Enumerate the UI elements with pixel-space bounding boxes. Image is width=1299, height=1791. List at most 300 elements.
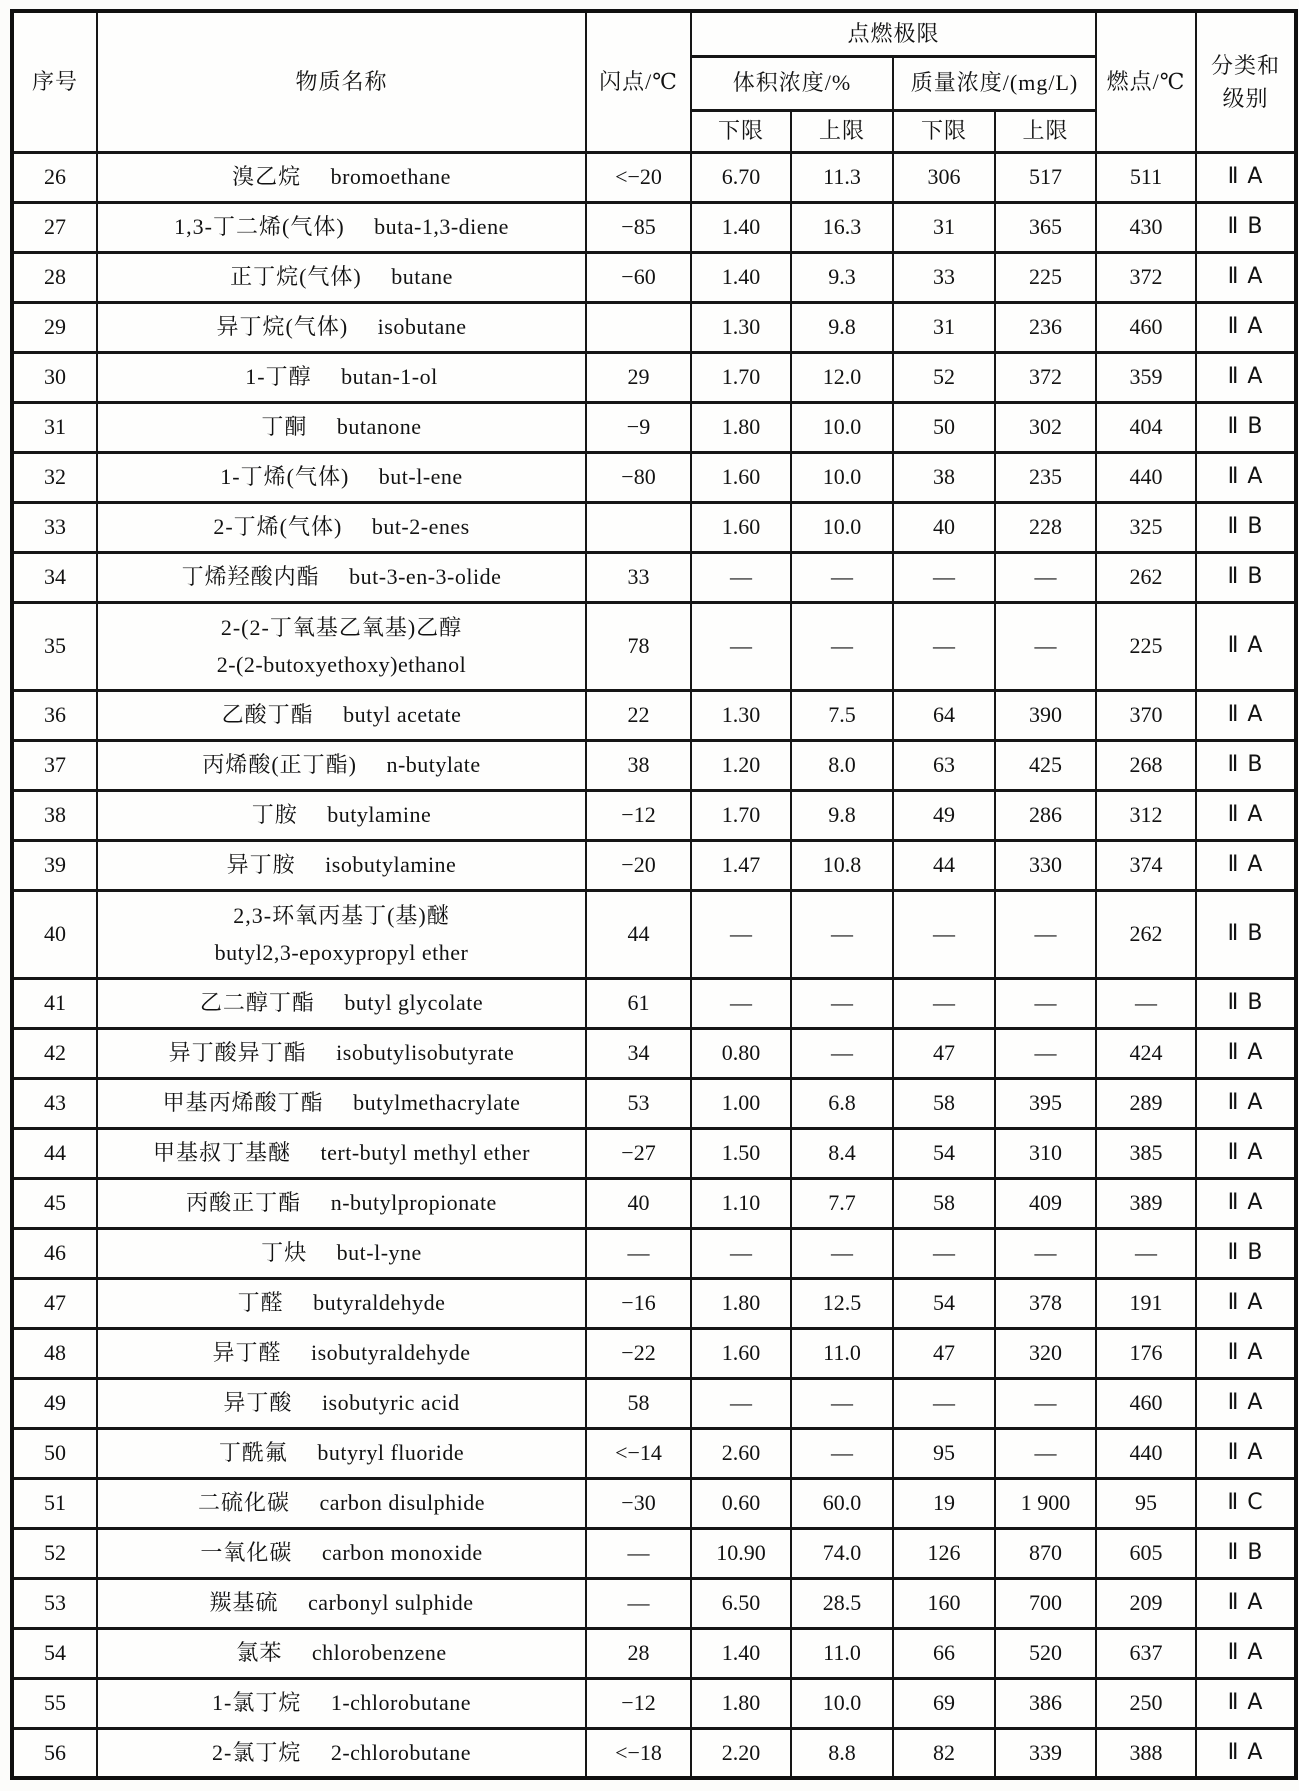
cell-ignition-temp: 637 — [1096, 1628, 1196, 1678]
substance-name-en: butyl glycolate — [344, 990, 484, 1016]
cell-vol-upper: 8.4 — [791, 1128, 893, 1178]
cell-classification: Ⅱ A — [1196, 790, 1296, 840]
substance-name-cn: 异丁酸异丁酯 — [168, 1040, 307, 1066]
cell-ignition-temp: 191 — [1096, 1278, 1196, 1328]
table-row — [12, 890, 1296, 978]
cell-ignition-temp: 312 — [1096, 790, 1196, 840]
cell-mass-upper: 228 — [995, 502, 1096, 552]
cell-flash-point: −27 — [586, 1128, 691, 1178]
cell-vol-lower: 6.70 — [691, 152, 791, 202]
substance-name-en: butyraldehyde — [313, 1290, 446, 1316]
cell-serial: 50 — [12, 1428, 97, 1478]
cell-vol-upper: 11.3 — [791, 152, 893, 202]
cell-mass-upper: 386 — [995, 1678, 1096, 1728]
cell-flash-point: 28 — [586, 1628, 691, 1678]
substance-name-en: but-l-yne — [336, 1240, 422, 1266]
cell-serial: 45 — [12, 1178, 97, 1228]
header-classification-line2: 级别 — [1222, 85, 1269, 111]
cell-vol-lower: 1.20 — [691, 740, 791, 790]
cell-flash-point: — — [586, 1528, 691, 1578]
cell-serial: 48 — [12, 1328, 97, 1378]
cell-substance-name — [97, 978, 586, 1028]
substance-name-en: but-2-enes — [371, 514, 470, 540]
cell-substance-name — [97, 252, 586, 302]
cell-ignition-temp: — — [1096, 1228, 1196, 1278]
cell-classification: Ⅱ A — [1196, 1628, 1296, 1678]
cell-vol-lower: 1.70 — [691, 790, 791, 840]
cell-classification: Ⅱ A — [1196, 1378, 1296, 1428]
cell-flash-point: 38 — [586, 740, 691, 790]
cell-ignition-temp: 388 — [1096, 1728, 1196, 1778]
cell-flash-point: — — [586, 1578, 691, 1628]
cell-serial: 53 — [12, 1578, 97, 1628]
cell-substance-name — [97, 1378, 586, 1428]
cell-classification: Ⅱ B — [1196, 890, 1296, 978]
header-ignition-temp: 燃点/℃ — [1096, 11, 1196, 152]
cell-mass-lower: 160 — [893, 1578, 995, 1628]
cell-mass-upper: 320 — [995, 1328, 1096, 1378]
substance-name-cn: 乙酸丁酯 — [221, 702, 314, 728]
header-mass-upper-limit: 上限 — [995, 110, 1096, 152]
cell-classification: Ⅱ B — [1196, 552, 1296, 602]
cell-mass-upper: — — [995, 1028, 1096, 1078]
cell-mass-lower: 95 — [893, 1428, 995, 1478]
table-row — [12, 152, 1296, 202]
substance-name-cn: 1-丁醇 — [245, 364, 312, 390]
substance-name-cn: 羰基硫 — [209, 1590, 279, 1616]
cell-serial: 26 — [12, 152, 97, 202]
table-row — [12, 978, 1296, 1028]
cell-substance-name — [97, 1628, 586, 1678]
cell-classification: Ⅱ A — [1196, 1278, 1296, 1328]
cell-mass-upper: — — [995, 602, 1096, 690]
cell-vol-lower: 1.30 — [691, 302, 791, 352]
cell-ignition-temp: 176 — [1096, 1328, 1196, 1378]
cell-vol-lower: 1.70 — [691, 352, 791, 402]
cell-flash-point: 58 — [586, 1378, 691, 1428]
cell-classification: Ⅱ B — [1196, 502, 1296, 552]
cell-mass-lower: 49 — [893, 790, 995, 840]
cell-vol-lower: 1.40 — [691, 202, 791, 252]
cell-mass-lower: 47 — [893, 1028, 995, 1078]
header-volume-concentration: 体积浓度/% — [691, 56, 893, 110]
cell-substance-name — [97, 502, 586, 552]
flammable-substances-table — [10, 9, 1298, 1780]
cell-vol-lower: 1.00 — [691, 1078, 791, 1128]
cell-flash-point: — — [586, 1228, 691, 1278]
cell-substance-name — [97, 452, 586, 502]
cell-serial: 34 — [12, 552, 97, 602]
cell-classification: Ⅱ A — [1196, 252, 1296, 302]
cell-substance-name — [97, 402, 586, 452]
substance-name-en: carbonyl sulphide — [307, 1590, 474, 1616]
cell-serial: 51 — [12, 1478, 97, 1528]
cell-ignition-temp: 460 — [1096, 302, 1196, 352]
cell-ignition-temp: 430 — [1096, 202, 1196, 252]
cell-vol-lower: 1.47 — [691, 840, 791, 890]
cell-flash-point: 53 — [586, 1078, 691, 1128]
substance-name-en: carbon monoxide — [321, 1540, 483, 1566]
cell-mass-lower: 52 — [893, 352, 995, 402]
cell-vol-upper: — — [791, 978, 893, 1028]
cell-mass-lower: — — [893, 552, 995, 602]
cell-vol-upper: 7.5 — [791, 690, 893, 740]
table-row — [12, 1278, 1296, 1328]
cell-ignition-temp: 424 — [1096, 1028, 1196, 1078]
cell-vol-lower: — — [691, 978, 791, 1028]
cell-classification: Ⅱ B — [1196, 402, 1296, 452]
cell-serial: 32 — [12, 452, 97, 502]
table-row — [12, 1628, 1296, 1678]
cell-mass-upper: 870 — [995, 1528, 1096, 1578]
cell-substance-name — [97, 1678, 586, 1728]
cell-mass-lower: 64 — [893, 690, 995, 740]
cell-mass-upper: 517 — [995, 152, 1096, 202]
table-row — [12, 302, 1296, 352]
cell-ignition-temp: 511 — [1096, 152, 1196, 202]
substance-name-cn: 异丁酸 — [223, 1390, 293, 1416]
cell-vol-lower: — — [691, 890, 791, 978]
cell-substance-name — [97, 352, 586, 402]
cell-vol-lower: 1.50 — [691, 1128, 791, 1178]
cell-mass-lower: — — [893, 1378, 995, 1428]
cell-mass-lower: 33 — [893, 252, 995, 302]
cell-vol-upper: — — [791, 602, 893, 690]
table-row — [12, 1178, 1296, 1228]
cell-ignition-temp: — — [1096, 978, 1196, 1028]
cell-vol-upper: 10.0 — [791, 502, 893, 552]
cell-flash-point: <−18 — [586, 1728, 691, 1778]
table-row — [12, 452, 1296, 502]
cell-vol-upper: 7.7 — [791, 1178, 893, 1228]
cell-mass-upper: 390 — [995, 690, 1096, 740]
cell-vol-upper: 8.0 — [791, 740, 893, 790]
substance-name-en: carbon disulphide — [319, 1490, 486, 1516]
substance-name-cn: 丁炔 — [261, 1240, 308, 1266]
cell-substance-name — [97, 1528, 586, 1578]
cell-mass-upper: 365 — [995, 202, 1096, 252]
table-row — [12, 1028, 1296, 1078]
cell-classification: Ⅱ A — [1196, 1678, 1296, 1728]
cell-substance-name — [97, 1078, 586, 1128]
substance-name-en: butylmethacrylate — [353, 1090, 521, 1116]
cell-substance-name — [97, 302, 586, 352]
cell-substance-name — [97, 1278, 586, 1328]
cell-mass-upper: 520 — [995, 1628, 1096, 1678]
cell-vol-upper: — — [791, 1428, 893, 1478]
substance-name-en: 1-chlorobutane — [330, 1690, 471, 1716]
cell-substance-name — [97, 1178, 586, 1228]
cell-ignition-temp: 460 — [1096, 1378, 1196, 1428]
cell-vol-lower: 1.80 — [691, 1678, 791, 1728]
cell-classification: Ⅱ A — [1196, 1078, 1296, 1128]
cell-vol-upper: 10.8 — [791, 840, 893, 890]
cell-vol-lower: 1.80 — [691, 402, 791, 452]
cell-mass-lower: 126 — [893, 1528, 995, 1578]
table-row — [12, 252, 1296, 302]
cell-flash-point: −85 — [586, 202, 691, 252]
cell-mass-upper: 425 — [995, 740, 1096, 790]
substance-name-cn: 甲基丙烯酸丁酯 — [162, 1090, 324, 1116]
table-row — [12, 552, 1296, 602]
table-row — [12, 502, 1296, 552]
cell-ignition-temp: 385 — [1096, 1128, 1196, 1178]
cell-vol-lower: 1.40 — [691, 1628, 791, 1678]
cell-flash-point — [586, 502, 691, 552]
header-classification — [1196, 11, 1296, 152]
table-row — [12, 202, 1296, 252]
substance-name-cn: 丁酰氟 — [218, 1440, 288, 1466]
cell-serial: 29 — [12, 302, 97, 352]
substance-name-cn: 丁醛 — [237, 1290, 284, 1316]
cell-ignition-temp: 440 — [1096, 1428, 1196, 1478]
substance-name-cn: 异丁胺 — [226, 852, 296, 878]
cell-ignition-temp: 262 — [1096, 552, 1196, 602]
substance-name-en: butyryl fluoride — [317, 1440, 465, 1466]
cell-flash-point: −22 — [586, 1328, 691, 1378]
cell-serial: 41 — [12, 978, 97, 1028]
cell-substance-name — [97, 1328, 586, 1378]
cell-mass-upper: 378 — [995, 1278, 1096, 1328]
header-substance-name: 物质名称 — [97, 11, 586, 152]
cell-ignition-temp: 250 — [1096, 1678, 1196, 1728]
header-serial: 序号 — [12, 11, 97, 152]
table-row — [12, 1578, 1296, 1628]
cell-flash-point: 78 — [586, 602, 691, 690]
cell-serial: 35 — [12, 602, 97, 690]
cell-flash-point: −12 — [586, 790, 691, 840]
cell-flash-point: −80 — [586, 452, 691, 502]
cell-mass-upper: 409 — [995, 1178, 1096, 1228]
cell-classification: Ⅱ A — [1196, 352, 1296, 402]
cell-mass-lower: 58 — [893, 1178, 995, 1228]
cell-mass-upper: 225 — [995, 252, 1096, 302]
cell-mass-upper: 236 — [995, 302, 1096, 352]
substance-name-en: bromoethane — [330, 164, 451, 190]
substance-name-en: chlorobenzene — [311, 1640, 447, 1666]
cell-flash-point: 33 — [586, 552, 691, 602]
cell-ignition-temp: 209 — [1096, 1578, 1196, 1628]
substance-name-cn: 异丁醛 — [212, 1340, 282, 1366]
cell-vol-upper: 9.3 — [791, 252, 893, 302]
cell-ignition-temp: 289 — [1096, 1078, 1196, 1128]
table-row — [12, 1678, 1296, 1728]
substance-name-cn: 丁烯羟酸内酯 — [181, 564, 320, 590]
cell-flash-point: <−14 — [586, 1428, 691, 1478]
cell-serial: 56 — [12, 1728, 97, 1778]
cell-vol-upper: 10.0 — [791, 452, 893, 502]
cell-mass-lower: — — [893, 890, 995, 978]
table-row — [12, 1328, 1296, 1378]
cell-vol-upper: 10.0 — [791, 1678, 893, 1728]
table-row — [12, 1228, 1296, 1278]
table-row — [12, 840, 1296, 890]
cell-serial: 27 — [12, 202, 97, 252]
header-vol-upper-limit: 上限 — [791, 110, 893, 152]
table-row — [12, 602, 1296, 690]
cell-classification: Ⅱ A — [1196, 452, 1296, 502]
cell-substance-name — [97, 202, 586, 252]
cell-serial: 31 — [12, 402, 97, 452]
cell-vol-upper: 10.0 — [791, 402, 893, 452]
cell-mass-upper: 372 — [995, 352, 1096, 402]
cell-mass-upper: — — [995, 552, 1096, 602]
cell-classification: Ⅱ A — [1196, 602, 1296, 690]
cell-ignition-temp: 359 — [1096, 352, 1196, 402]
substance-name-cn: 丙酸正丁酯 — [186, 1190, 302, 1216]
cell-vol-upper: 9.8 — [791, 302, 893, 352]
cell-classification: Ⅱ B — [1196, 1528, 1296, 1578]
substance-name-cn: 乙二醇丁酯 — [199, 990, 315, 1016]
cell-vol-upper: — — [791, 890, 893, 978]
substance-name-en: isobutylisobutyrate — [336, 1040, 515, 1066]
cell-flash-point: <−20 — [586, 152, 691, 202]
cell-serial: 44 — [12, 1128, 97, 1178]
table-row — [12, 1728, 1296, 1778]
cell-substance-name — [97, 840, 586, 890]
cell-substance-name — [97, 1428, 586, 1478]
cell-ignition-temp: 440 — [1096, 452, 1196, 502]
table-row — [12, 352, 1296, 402]
cell-classification: Ⅱ B — [1196, 202, 1296, 252]
cell-mass-lower: 50 — [893, 402, 995, 452]
cell-substance-name — [97, 1728, 586, 1778]
substance-name-en: n-butylate — [386, 752, 481, 778]
cell-mass-lower: 54 — [893, 1128, 995, 1178]
table-row — [12, 1128, 1296, 1178]
cell-vol-lower: 1.10 — [691, 1178, 791, 1228]
cell-ignition-temp: 370 — [1096, 690, 1196, 740]
substance-name-en: n-butylpropionate — [330, 1190, 497, 1216]
cell-serial: 46 — [12, 1228, 97, 1278]
cell-flash-point: 40 — [586, 1178, 691, 1228]
table-row — [12, 740, 1296, 790]
cell-classification: Ⅱ B — [1196, 978, 1296, 1028]
cell-vol-lower: 1.80 — [691, 1278, 791, 1328]
table-row — [12, 1378, 1296, 1428]
cell-vol-upper: 12.5 — [791, 1278, 893, 1328]
substance-name-cn: 丁酮 — [261, 414, 308, 440]
cell-vol-lower: — — [691, 602, 791, 690]
substance-name-en: butylamine — [327, 802, 432, 828]
substance-name-en: tert-butyl methyl ether — [320, 1140, 530, 1166]
cell-mass-upper: 395 — [995, 1078, 1096, 1128]
cell-mass-upper: 235 — [995, 452, 1096, 502]
cell-mass-lower: 58 — [893, 1078, 995, 1128]
cell-mass-lower: 306 — [893, 152, 995, 202]
cell-vol-lower: 6.50 — [691, 1578, 791, 1628]
cell-flash-point: −16 — [586, 1278, 691, 1328]
scanned-document-page — [0, 9, 1299, 1791]
cell-substance-name — [97, 1578, 586, 1628]
cell-substance-name — [97, 1228, 586, 1278]
cell-mass-upper: — — [995, 890, 1096, 978]
cell-flash-point: −9 — [586, 402, 691, 452]
substance-name-cn: 甲基叔丁基醚 — [153, 1140, 292, 1166]
cell-mass-upper: 286 — [995, 790, 1096, 840]
cell-serial: 38 — [12, 790, 97, 840]
cell-mass-lower: 54 — [893, 1278, 995, 1328]
cell-vol-lower: 1.60 — [691, 1328, 791, 1378]
cell-substance-name — [97, 552, 586, 602]
cell-vol-lower: 0.80 — [691, 1028, 791, 1078]
cell-substance-name — [97, 152, 586, 202]
header-classification-line1: 分类和 — [1211, 52, 1281, 78]
cell-vol-upper: 60.0 — [791, 1478, 893, 1528]
substance-name-cn: 氯苯 — [236, 1640, 283, 1666]
cell-mass-lower: 40 — [893, 502, 995, 552]
cell-mass-upper: 339 — [995, 1728, 1096, 1778]
cell-classification: Ⅱ B — [1196, 1228, 1296, 1278]
cell-vol-lower: 2.60 — [691, 1428, 791, 1478]
substance-name-cn: 溴乙烷 — [232, 164, 302, 190]
cell-vol-upper: 12.0 — [791, 352, 893, 402]
cell-serial: 55 — [12, 1678, 97, 1728]
cell-flash-point: −30 — [586, 1478, 691, 1528]
cell-mass-lower: — — [893, 602, 995, 690]
cell-classification: Ⅱ A — [1196, 1428, 1296, 1478]
cell-ignition-temp: 389 — [1096, 1178, 1196, 1228]
cell-vol-lower: 10.90 — [691, 1528, 791, 1578]
cell-mass-upper: 302 — [995, 402, 1096, 452]
table-row — [12, 1478, 1296, 1528]
cell-mass-lower: 47 — [893, 1328, 995, 1378]
substance-name-cn: 2,3-环氧丙基丁(基)醚 — [233, 902, 450, 928]
cell-classification: Ⅱ A — [1196, 302, 1296, 352]
cell-serial: 28 — [12, 252, 97, 302]
cell-mass-upper: — — [995, 1228, 1096, 1278]
cell-substance-name — [97, 1028, 586, 1078]
cell-vol-lower: 1.40 — [691, 252, 791, 302]
cell-mass-lower: 44 — [893, 840, 995, 890]
substance-name-en: but-3-en-3-olide — [349, 564, 502, 590]
cell-mass-upper: — — [995, 1428, 1096, 1478]
header-vol-lower-limit: 下限 — [691, 110, 791, 152]
cell-classification: Ⅱ A — [1196, 690, 1296, 740]
substance-name-en: 2-(2-butoxyethoxy)ethanol — [216, 652, 467, 677]
cell-flash-point: 61 — [586, 978, 691, 1028]
cell-ignition-temp: 95 — [1096, 1478, 1196, 1528]
cell-vol-upper: 9.8 — [791, 790, 893, 840]
cell-ignition-temp: 262 — [1096, 890, 1196, 978]
cell-mass-lower: 31 — [893, 202, 995, 252]
cell-serial: 36 — [12, 690, 97, 740]
cell-classification: Ⅱ A — [1196, 1028, 1296, 1078]
substance-name-cn: 2-(2-丁氧基乙氧基)乙醇 — [220, 614, 463, 640]
substance-name-en: isobutyraldehyde — [310, 1340, 471, 1366]
header-mass-lower-limit: 下限 — [893, 110, 995, 152]
cell-vol-upper: 74.0 — [791, 1528, 893, 1578]
cell-mass-upper: 310 — [995, 1128, 1096, 1178]
cell-substance-name — [97, 690, 586, 740]
cell-vol-upper: — — [791, 1228, 893, 1278]
table-row — [12, 1078, 1296, 1128]
substance-name-en: butan-1-ol — [341, 364, 438, 390]
cell-vol-lower: 1.30 — [691, 690, 791, 740]
cell-mass-lower: — — [893, 1228, 995, 1278]
substance-name-cn: 1-氯丁烷 — [212, 1690, 302, 1716]
cell-vol-upper: 8.8 — [791, 1728, 893, 1778]
cell-serial: 33 — [12, 502, 97, 552]
cell-flash-point: 44 — [586, 890, 691, 978]
cell-ignition-temp: 268 — [1096, 740, 1196, 790]
cell-mass-upper: 330 — [995, 840, 1096, 890]
cell-ignition-temp: 225 — [1096, 602, 1196, 690]
substance-name-cn: 二硫化碳 — [197, 1490, 290, 1516]
cell-ignition-temp: 325 — [1096, 502, 1196, 552]
cell-classification: Ⅱ C — [1196, 1478, 1296, 1528]
cell-serial: 52 — [12, 1528, 97, 1578]
